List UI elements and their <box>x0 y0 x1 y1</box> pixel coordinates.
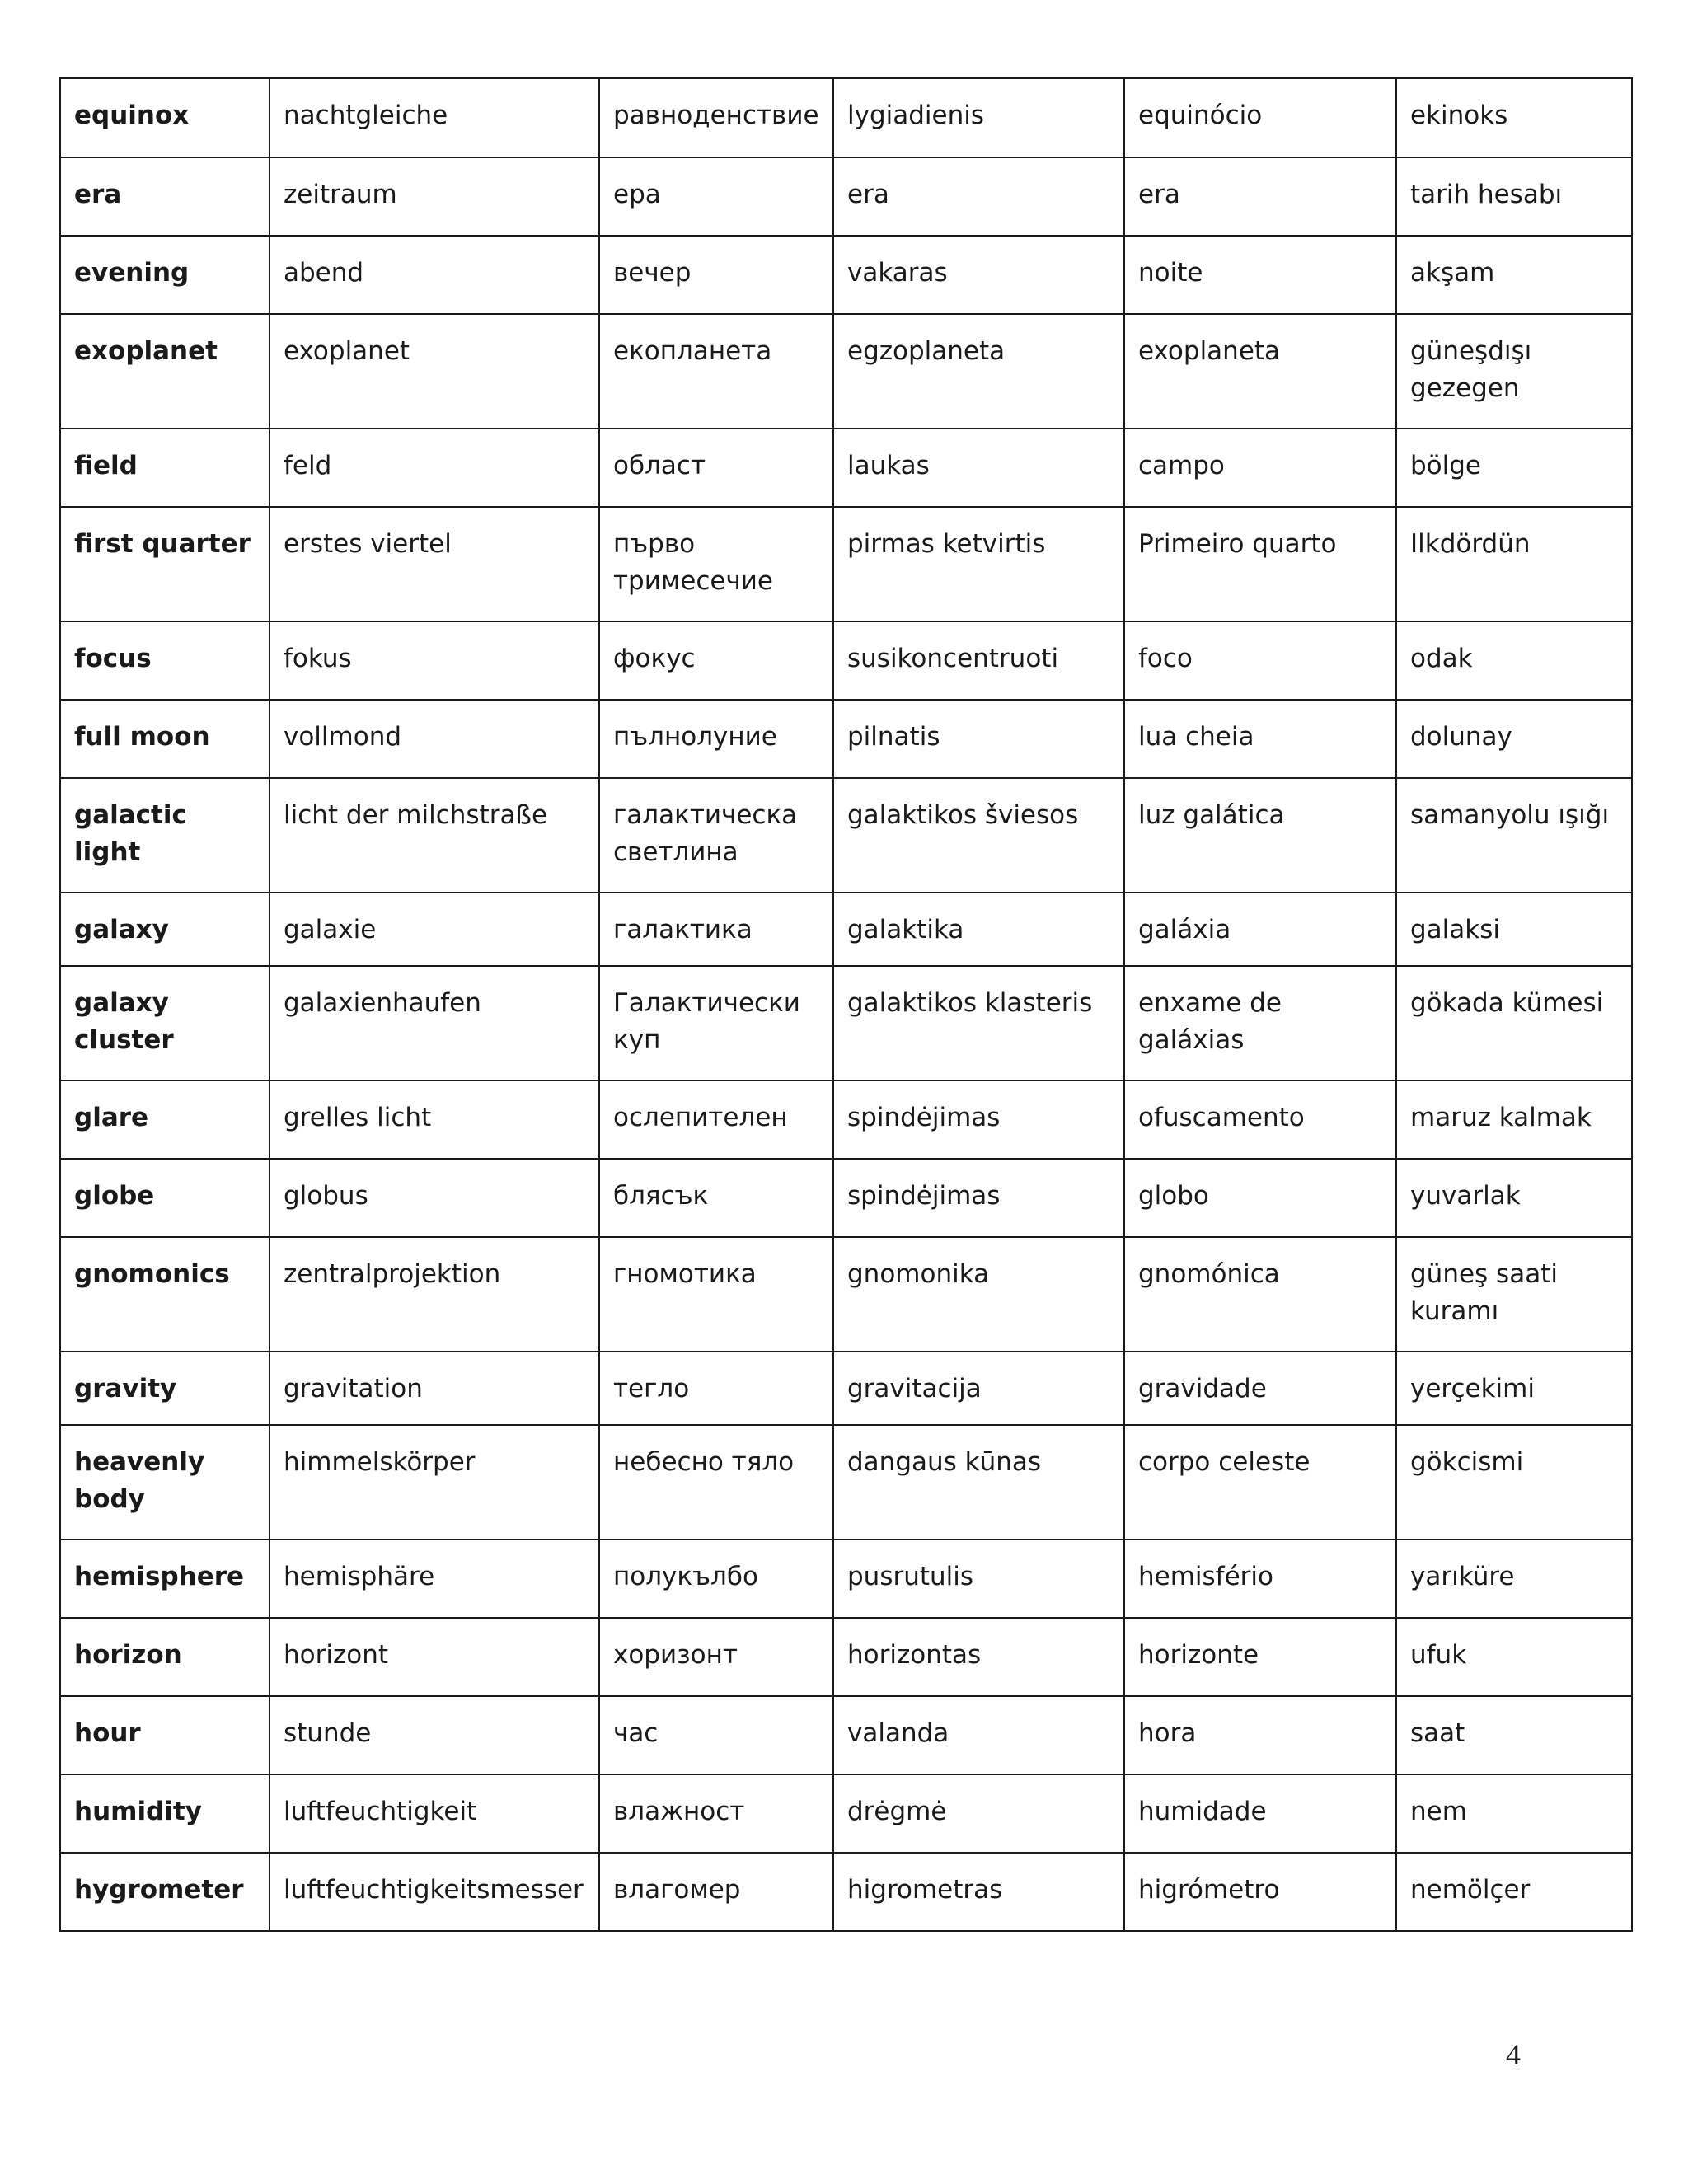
english-term-cell: hygrometer <box>60 1853 270 1931</box>
bulgarian-cell: ера <box>599 157 833 236</box>
german-cell: galaxie <box>270 893 599 966</box>
german-cell: fokus <box>270 621 599 700</box>
turkish-cell: tarih hesabı <box>1396 157 1632 236</box>
lithuanian-cell: vakaras <box>833 236 1124 314</box>
turkish-cell: gökada kümesi <box>1396 966 1632 1080</box>
table-row <box>60 1352 1632 1425</box>
table-row <box>60 314 1632 429</box>
lithuanian-cell: spindėjimas <box>833 1159 1124 1237</box>
bulgarian-cell: гномотика <box>599 1237 833 1352</box>
table-row <box>60 157 1632 236</box>
turkish-cell: güneşdışı gezegen <box>1396 314 1632 429</box>
turkish-cell: samanyolu ışığı <box>1396 778 1632 893</box>
turkish-cell: yuvarlak <box>1396 1159 1632 1237</box>
turkish-cell: bölge <box>1396 429 1632 507</box>
lithuanian-cell: dangaus kūnas <box>833 1425 1124 1540</box>
portuguese-cell: luz galática <box>1124 778 1396 893</box>
bulgarian-cell: ослепителен <box>599 1080 833 1159</box>
bulgarian-cell: блясък <box>599 1159 833 1237</box>
bulgarian-cell: Галактически куп <box>599 966 833 1080</box>
turkish-cell: saat <box>1396 1696 1632 1774</box>
portuguese-cell: horizonte <box>1124 1618 1396 1696</box>
bulgarian-cell: тегло <box>599 1352 833 1425</box>
portuguese-cell: corpo celeste <box>1124 1425 1396 1540</box>
english-term-cell: hour <box>60 1696 270 1774</box>
german-cell: globus <box>270 1159 599 1237</box>
english-term-cell: horizon <box>60 1618 270 1696</box>
english-term-cell: gravity <box>60 1352 270 1425</box>
table-row <box>60 1540 1632 1618</box>
lithuanian-cell: galaktikos klasteris <box>833 966 1124 1080</box>
bulgarian-cell: влажност <box>599 1774 833 1853</box>
turkish-cell: akşam <box>1396 236 1632 314</box>
portuguese-cell: lua cheia <box>1124 700 1396 778</box>
german-cell: abend <box>270 236 599 314</box>
bulgarian-cell: фокус <box>599 621 833 700</box>
turkish-cell: yerçekimi <box>1396 1352 1632 1425</box>
turkish-cell: galaksi <box>1396 893 1632 966</box>
table-row <box>60 621 1632 700</box>
portuguese-cell: enxame de galáxias <box>1124 966 1396 1080</box>
portuguese-cell: humidade <box>1124 1774 1396 1853</box>
german-cell: stunde <box>270 1696 599 1774</box>
german-cell: himmelskörper <box>270 1425 599 1540</box>
german-cell: luftfeuchtigkeit <box>270 1774 599 1853</box>
table-row <box>60 1425 1632 1540</box>
portuguese-cell: noite <box>1124 236 1396 314</box>
bulgarian-cell: първо тримесечие <box>599 507 833 621</box>
table-row <box>60 236 1632 314</box>
turkish-cell: yarıküre <box>1396 1540 1632 1618</box>
english-term-cell: galactic light <box>60 778 270 893</box>
english-term-cell: glare <box>60 1080 270 1159</box>
bulgarian-cell: полукълбо <box>599 1540 833 1618</box>
portuguese-cell: globo <box>1124 1159 1396 1237</box>
lithuanian-cell: horizontas <box>833 1618 1124 1696</box>
english-term-cell: equinox <box>60 78 270 157</box>
portuguese-cell: gnomónica <box>1124 1237 1396 1352</box>
english-term-cell: era <box>60 157 270 236</box>
german-cell: nachtgleiche <box>270 78 599 157</box>
german-cell: zentralprojektion <box>270 1237 599 1352</box>
bulgarian-cell: равноденствие <box>599 78 833 157</box>
german-cell: hemisphäre <box>270 1540 599 1618</box>
table-row <box>60 778 1632 893</box>
english-term-cell: focus <box>60 621 270 700</box>
lithuanian-cell: susikoncentruoti <box>833 621 1124 700</box>
portuguese-cell: campo <box>1124 429 1396 507</box>
table-row <box>60 1618 1632 1696</box>
lithuanian-cell: pilnatis <box>833 700 1124 778</box>
lithuanian-cell: spindėjimas <box>833 1080 1124 1159</box>
table-row <box>60 1080 1632 1159</box>
turkish-cell: ufuk <box>1396 1618 1632 1696</box>
turkish-cell: Ilkdördün <box>1396 507 1632 621</box>
bulgarian-cell: хоризонт <box>599 1618 833 1696</box>
english-term-cell: hemisphere <box>60 1540 270 1618</box>
english-term-cell: heavenly body <box>60 1425 270 1540</box>
turkish-cell: odak <box>1396 621 1632 700</box>
lithuanian-cell: pusrutulis <box>833 1540 1124 1618</box>
turkish-cell: dolunay <box>1396 700 1632 778</box>
german-cell: grelles licht <box>270 1080 599 1159</box>
portuguese-cell: equinócio <box>1124 78 1396 157</box>
turkish-cell: maruz kalmak <box>1396 1080 1632 1159</box>
portuguese-cell: foco <box>1124 621 1396 700</box>
german-cell: horizont <box>270 1618 599 1696</box>
turkish-cell: nem <box>1396 1774 1632 1853</box>
english-term-cell: first quarter <box>60 507 270 621</box>
bulgarian-cell: област <box>599 429 833 507</box>
glossary-table <box>59 77 1633 1932</box>
portuguese-cell: galáxia <box>1124 893 1396 966</box>
bulgarian-cell: екопланета <box>599 314 833 429</box>
lithuanian-cell: lygiadienis <box>833 78 1124 157</box>
english-term-cell: evening <box>60 236 270 314</box>
portuguese-cell: higrómetro <box>1124 1853 1396 1931</box>
bulgarian-cell: галактическа светлина <box>599 778 833 893</box>
table-row <box>60 1853 1632 1931</box>
english-term-cell: gnomonics <box>60 1237 270 1352</box>
german-cell: erstes viertel <box>270 507 599 621</box>
table-row <box>60 1159 1632 1237</box>
table-row <box>60 507 1632 621</box>
bulgarian-cell: вечер <box>599 236 833 314</box>
portuguese-cell: hora <box>1124 1696 1396 1774</box>
bulgarian-cell: час <box>599 1696 833 1774</box>
lithuanian-cell: drėgmė <box>833 1774 1124 1853</box>
page-number: 4 <box>1506 2038 1521 2071</box>
lithuanian-cell: era <box>833 157 1124 236</box>
bulgarian-cell: галактика <box>599 893 833 966</box>
table-row <box>60 1696 1632 1774</box>
portuguese-cell: era <box>1124 157 1396 236</box>
lithuanian-cell: egzoplaneta <box>833 314 1124 429</box>
lithuanian-cell: gravitacija <box>833 1352 1124 1425</box>
portuguese-cell: gravidade <box>1124 1352 1396 1425</box>
table-row <box>60 429 1632 507</box>
portuguese-cell: Primeiro quarto <box>1124 507 1396 621</box>
portuguese-cell: exoplaneta <box>1124 314 1396 429</box>
bulgarian-cell: пълнолуние <box>599 700 833 778</box>
portuguese-cell: ofuscamento <box>1124 1080 1396 1159</box>
german-cell: luftfeuchtigkeitsmesser <box>270 1853 599 1931</box>
table-row <box>60 1774 1632 1853</box>
english-term-cell: field <box>60 429 270 507</box>
english-term-cell: globe <box>60 1159 270 1237</box>
lithuanian-cell: pirmas ketvirtis <box>833 507 1124 621</box>
glossary-body <box>60 78 1632 1931</box>
english-term-cell: galaxy cluster <box>60 966 270 1080</box>
table-row <box>60 700 1632 778</box>
english-term-cell: galaxy <box>60 893 270 966</box>
bulgarian-cell: небесно тяло <box>599 1425 833 1540</box>
table-row <box>60 78 1632 157</box>
english-term-cell: full moon <box>60 700 270 778</box>
turkish-cell: nemölçer <box>1396 1853 1632 1931</box>
german-cell: exoplanet <box>270 314 599 429</box>
german-cell: vollmond <box>270 700 599 778</box>
turkish-cell: ekinoks <box>1396 78 1632 157</box>
english-term-cell: exoplanet <box>60 314 270 429</box>
german-cell: gravitation <box>270 1352 599 1425</box>
lithuanian-cell: gnomonika <box>833 1237 1124 1352</box>
german-cell: zeitraum <box>270 157 599 236</box>
lithuanian-cell: laukas <box>833 429 1124 507</box>
bulgarian-cell: влагомер <box>599 1853 833 1931</box>
german-cell: licht der milchstraße <box>270 778 599 893</box>
english-term-cell: humidity <box>60 1774 270 1853</box>
german-cell: galaxienhaufen <box>270 966 599 1080</box>
table-row <box>60 1237 1632 1352</box>
german-cell: feld <box>270 429 599 507</box>
turkish-cell: gökcismi <box>1396 1425 1632 1540</box>
portuguese-cell: hemisfério <box>1124 1540 1396 1618</box>
table-row <box>60 893 1632 966</box>
table-row <box>60 966 1632 1080</box>
lithuanian-cell: higrometras <box>833 1853 1124 1931</box>
lithuanian-cell: galaktikos šviesos <box>833 778 1124 893</box>
lithuanian-cell: valanda <box>833 1696 1124 1774</box>
turkish-cell: güneş saati kuramı <box>1396 1237 1632 1352</box>
lithuanian-cell: galaktika <box>833 893 1124 966</box>
